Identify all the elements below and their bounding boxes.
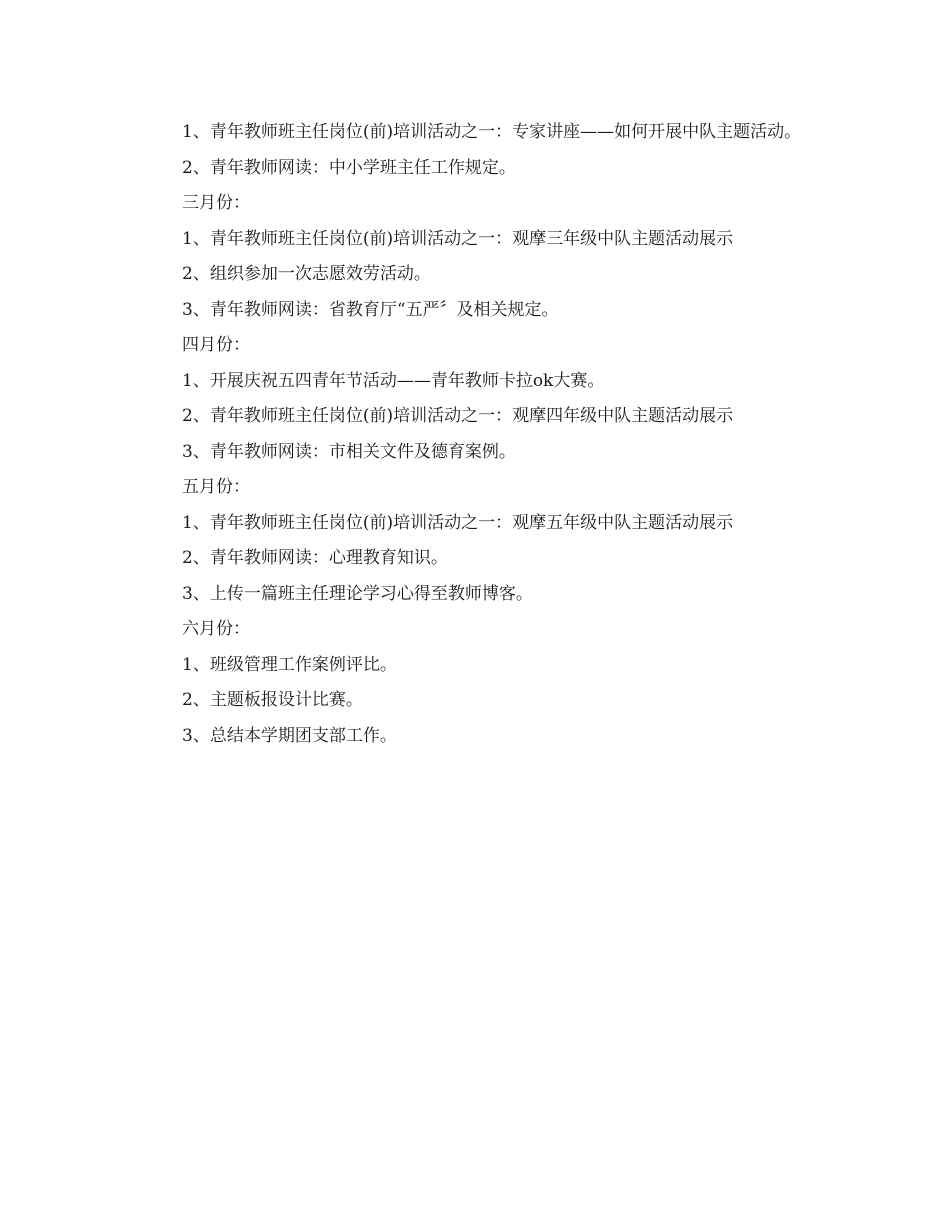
paragraph: 2、青年教师网读：心理教育知识。 <box>182 548 448 568</box>
document-body <box>145 115 820 754</box>
paragraph: 1、青年教师班主任岗位(前)培训活动之一：专家讲座——如何开展中队主题活动。 <box>182 122 802 142</box>
paragraph: 2、主题板报设计比赛。 <box>182 690 363 710</box>
paragraph: 1、青年教师班主任岗位(前)培训活动之一：观摩三年级中队主题活动展示 <box>182 228 734 249</box>
paragraph: 3、青年教师网读：省教育厅“五严〞及相关规定。 <box>182 299 559 320</box>
paragraph: 3、青年教师网读：市相关文件及德育案例。 <box>182 441 516 462</box>
paragraph: 1、开展庆祝五四青年节活动——青年教师卡拉ok大赛。 <box>182 370 605 391</box>
month-heading: 五月份： <box>182 477 250 497</box>
paragraph: 2、组织参加一次志愿效劳活动。 <box>182 264 431 284</box>
paragraph: 1、班级管理工作案例评比。 <box>182 654 397 675</box>
paragraph: 3、总结本学期团支部工作。 <box>182 725 397 746</box>
month-heading: 六月份： <box>182 619 250 639</box>
paragraph: 2、青年教师网读：中小学班主任工作规定。 <box>182 157 516 178</box>
paragraph: 1、青年教师班主任岗位(前)培训活动之一：观摩五年级中队主题活动展示 <box>182 512 734 533</box>
month-heading: 三月份： <box>182 193 250 213</box>
paragraph: 2、青年教师班主任岗位(前)培训活动之一：观摩四年级中队主题活动展示 <box>182 406 734 426</box>
paragraph: 3、上传一篇班主任理论学习心得至教师博客。 <box>182 583 533 604</box>
month-heading: 四月份： <box>182 335 250 355</box>
